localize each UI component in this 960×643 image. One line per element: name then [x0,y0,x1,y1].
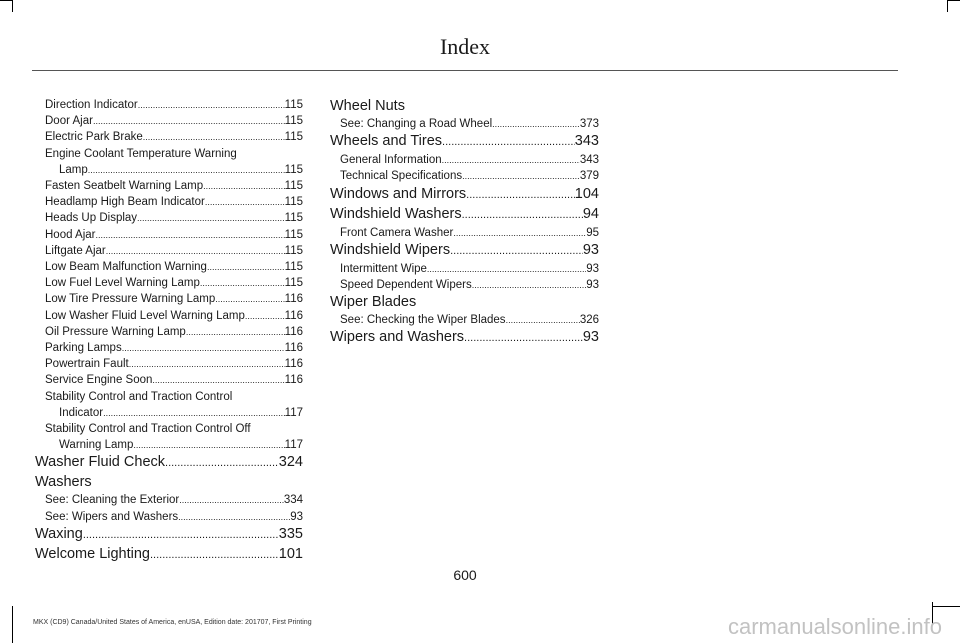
index-entry-line: Stability Control and Traction Control [45,390,233,403]
index-column-right [330,97,599,348]
page-title: Index [439,34,491,59]
watermark: carmanualsonline.info [727,614,942,639]
index-entry[interactable]: Technical Specifications ..... 379 [330,168,599,184]
index-main-entry[interactable]: Waxing ..... 335 [35,525,303,545]
crop-mark [947,0,948,12]
index-entry-line: Engine Coolant Temperature Warning [45,147,237,160]
index-entry[interactable]: Speed Dependent Wipers ..... 93 [330,277,599,293]
crop-mark [947,0,960,1]
index-entry[interactable]: Parking Lamps ..... 116 [35,340,303,356]
index-main-entry[interactable]: Wipers and Washers ..... 93 [330,328,599,348]
crop-mark [12,606,13,643]
index-entry[interactable]: See: Changing a Road Wheel ..... 373 [330,116,599,132]
index-entry[interactable]: See: Checking the Wiper Blades ..... 326 [330,312,599,328]
index-entry[interactable]: Front Camera Washer ..... 95 [330,225,599,241]
index-main-entry[interactable]: Washer Fluid Check ..... 324 [35,453,303,473]
index-entry[interactable]: Powertrain Fault ..... 116 [35,356,303,372]
header-divider [32,70,898,71]
index-entry[interactable]: Warning Lamp ..... 117 [35,437,303,453]
index-entry[interactable]: See: Wipers and Washers ..... 93 [35,509,303,525]
index-entry[interactable]: Low Beam Malfunction Warning ..... 115 [35,259,303,275]
index-entry[interactable]: See: Cleaning the Exterior ..... 334 [35,492,303,508]
index-main-entry[interactable]: Welcome Lighting ..... 101 [35,545,303,565]
index-heading: Washers [35,474,92,491]
index-heading: Wheel Nuts [330,98,405,114]
page-number: 600 [453,567,477,583]
index-entry[interactable]: Service Engine Soon ..... 116 [35,372,303,388]
index-main-entry[interactable]: Windshield Wipers ..... 93 [330,241,599,261]
footer-edition-text: MKX (CD9) Canada/United States of America, enUSA, Edition date: 201707, First Printing [33,619,312,626]
index-entry[interactable]: Low Tire Pressure Warning Lamp ..... 116 [35,291,303,307]
index-main-entry[interactable]: Wheels and Tires ..... 343 [330,132,599,152]
index-entry[interactable]: Door Ajar ..... 115 [35,113,303,129]
index-entry[interactable]: Liftgate Ajar ..... 115 [35,243,303,259]
index-entry[interactable]: Direction Indicator ..... 115 [35,97,303,113]
index-entry[interactable]: General Information ..... 343 [330,152,599,168]
index-entry[interactable]: Electric Park Brake ..... 115 [35,129,303,145]
index-entry[interactable]: Low Washer Fluid Level Warning Lamp ..... 116 [35,308,303,324]
index-main-entry[interactable]: Windows and Mirrors ..... 104 [330,185,599,205]
index-entry[interactable]: Intermittent Wipe ..... 93 [330,261,599,277]
index-main-entry[interactable]: Windshield Washers ..... 94 [330,205,599,225]
crop-mark [932,606,960,607]
index-column-left [35,97,303,565]
crop-mark [0,0,12,1]
index-entry[interactable]: Lamp ..... 115 [35,162,303,178]
index-entry[interactable]: Indicator ..... 117 [35,405,303,421]
index-entry[interactable]: Hood Ajar ..... 115 [35,227,303,243]
index-entry[interactable]: Heads Up Display ..... 115 [35,210,303,226]
index-heading: Wiper Blades [330,294,417,311]
index-entry[interactable]: Fasten Seatbelt Warning Lamp ..... 115 [35,178,303,194]
index-entry-line: Stability Control and Traction Control Off [45,423,251,436]
index-entry[interactable]: Oil Pressure Warning Lamp ..... 116 [35,324,303,340]
index-entry[interactable]: Headlamp High Beam Indicator ..... 115 [35,194,303,210]
index-entry[interactable]: Low Fuel Level Warning Lamp ..... 115 [35,275,303,291]
crop-mark [12,0,13,12]
